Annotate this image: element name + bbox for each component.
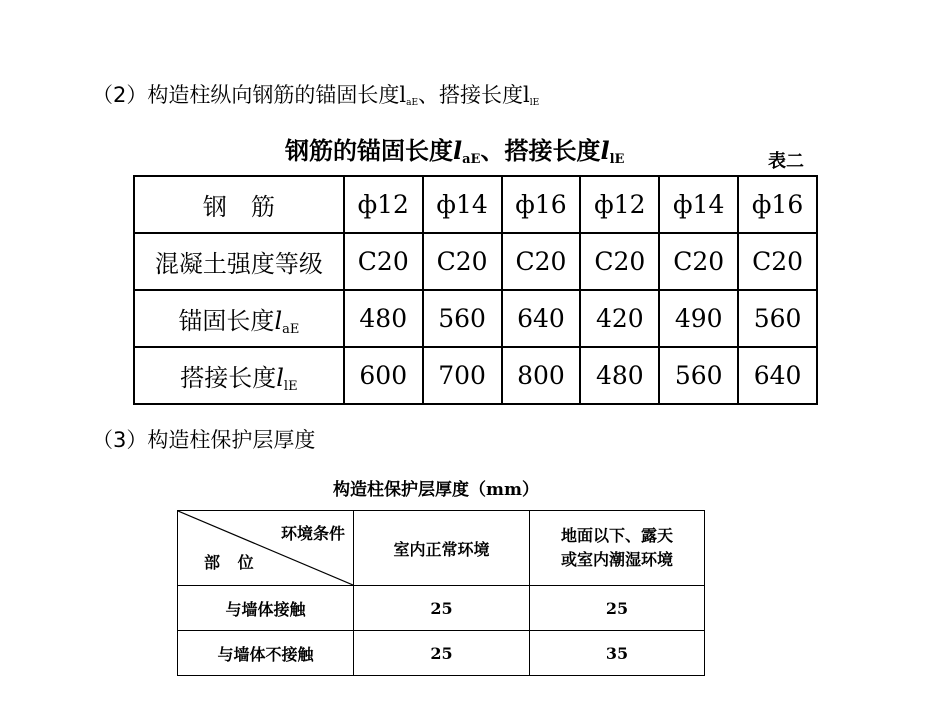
normal-value-cell: 25 <box>354 631 530 676</box>
row-label: 与墙体接触 <box>178 586 354 631</box>
anchor-value-cell: 480 <box>344 290 423 347</box>
anchor-value-cell: 560 <box>423 290 502 347</box>
lap-value-cell: 800 <box>502 347 581 404</box>
grade-label: 混凝土强度等级 <box>134 233 344 290</box>
lap-value-cell: 600 <box>344 347 423 404</box>
anchor-value-cell: 640 <box>502 290 581 347</box>
bar-size-cell: ф12 <box>344 176 423 233</box>
bar-size-cell: ф14 <box>423 176 502 233</box>
lap-value-cell: 480 <box>580 347 659 404</box>
row-label: 与墙体不接触 <box>178 631 354 676</box>
lap-length-symbol: $l_{lE}$ <box>523 83 540 108</box>
rebar-length-table <box>133 175 818 405</box>
table-1-caption: 钢筋的锚固长度$l_{aE}$、搭接长度$l_{lE}$ <box>285 136 625 167</box>
table-row <box>178 586 705 631</box>
table-row <box>134 233 817 290</box>
normal-env-header: 室内正常环境 <box>354 511 530 586</box>
grade-cell: C20 <box>423 233 502 290</box>
grade-cell: C20 <box>344 233 423 290</box>
grade-cell: C20 <box>580 233 659 290</box>
grade-cell: C20 <box>502 233 581 290</box>
bar-size-cell: ф16 <box>502 176 581 233</box>
table-row <box>178 511 705 586</box>
grade-cell: C20 <box>659 233 738 290</box>
anchor-value-cell: 560 <box>738 290 817 347</box>
environment-header: 环境条件 <box>280 524 345 543</box>
bar-size-cell: ф14 <box>659 176 738 233</box>
header-label: 钢 筋 <box>134 176 344 233</box>
table-1-tag: 表二 <box>768 151 804 172</box>
anchor-label: 锚固长度$l_{aE}$ <box>134 290 344 347</box>
wet-env-header: 地面以下、露天 或室内潮湿环境 <box>530 511 705 586</box>
table-row <box>134 290 817 347</box>
section-3-heading: （3）构造柱保护层厚度 <box>92 428 316 452</box>
location-header: 部 位 <box>204 553 260 572</box>
anchor-length-symbol: $l_{aE}$ <box>399 83 419 108</box>
diagonal-header-cell <box>178 511 354 586</box>
table-row <box>134 347 817 404</box>
table-2-caption: 构造柱保护层厚度（mm） <box>333 480 539 500</box>
section-2-middle: 、搭接长度 <box>418 83 524 107</box>
normal-value-cell: 25 <box>354 586 530 631</box>
wet-value-cell: 35 <box>530 631 705 676</box>
bar-size-cell: ф16 <box>738 176 817 233</box>
wet-value-cell: 25 <box>530 586 705 631</box>
lap-value-cell: 560 <box>659 347 738 404</box>
lap-value-cell: 700 <box>423 347 502 404</box>
table-row <box>178 631 705 676</box>
anchor-value-cell: 490 <box>659 290 738 347</box>
cover-thickness-table <box>177 510 705 676</box>
anchor-value-cell: 420 <box>580 290 659 347</box>
lap-label: 搭接长度$l_{lE}$ <box>134 347 344 404</box>
section-2-heading <box>92 79 539 109</box>
section-2-prefix: （2）构造柱纵向钢筋的锚固长度 <box>92 83 400 107</box>
grade-cell: C20 <box>738 233 817 290</box>
bar-size-cell: ф12 <box>580 176 659 233</box>
lap-value-cell: 640 <box>738 347 817 404</box>
table-row <box>134 176 817 233</box>
